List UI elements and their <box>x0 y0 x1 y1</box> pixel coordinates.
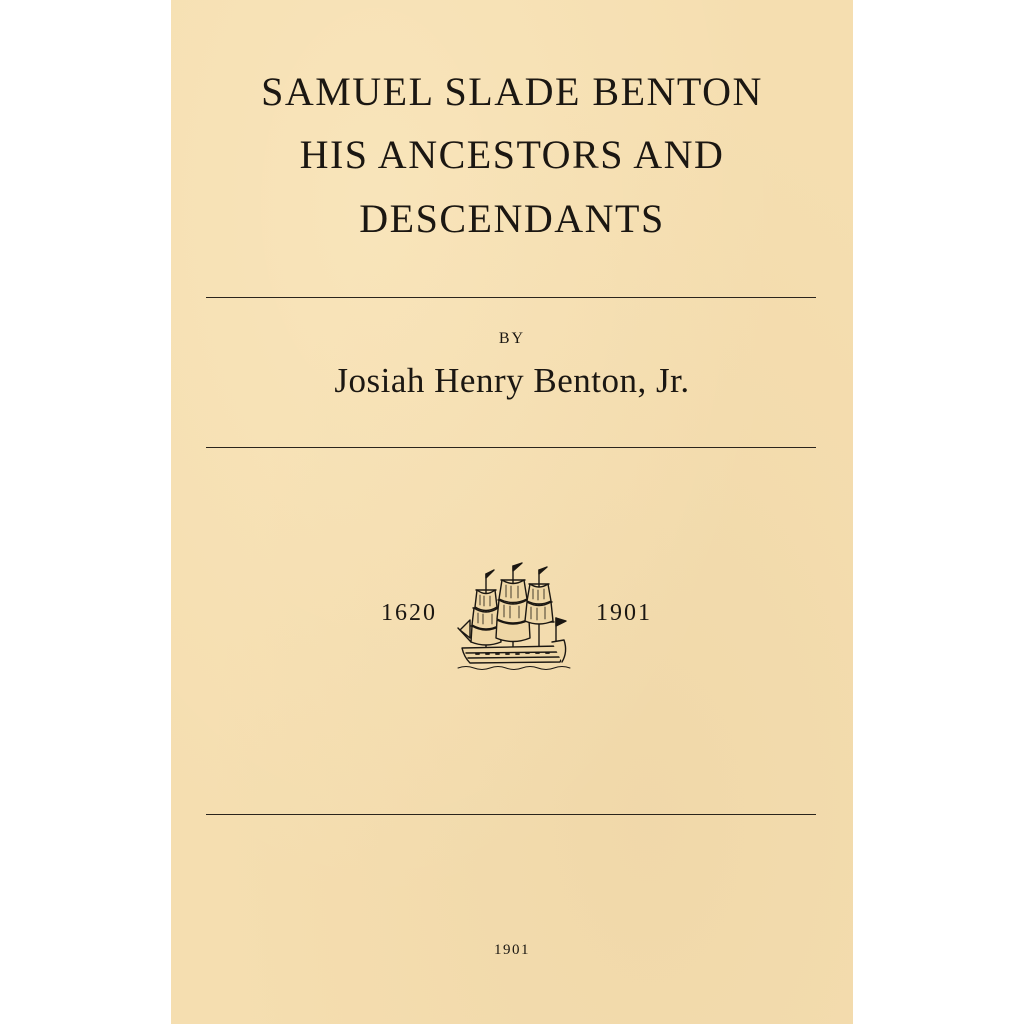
title-line-1: SAMUEL SLADE BENTON <box>261 69 763 114</box>
year-left: 1620 <box>381 600 437 626</box>
by-label: BY <box>498 330 526 347</box>
title-page <box>171 0 853 1024</box>
imprint-year: 1901 <box>494 942 530 958</box>
sailing-ship-icon <box>456 562 571 674</box>
divider-rule-middle <box>206 447 816 448</box>
divider-rule-bottom <box>206 814 816 815</box>
title-line-2: HIS ANCESTORS AND <box>299 132 725 177</box>
divider-rule-top <box>206 297 816 298</box>
year-right: 1901 <box>596 600 652 626</box>
author-name: Josiah Henry Benton, Jr. <box>334 361 690 400</box>
title-line-3: DESCENDANTS <box>359 196 665 241</box>
